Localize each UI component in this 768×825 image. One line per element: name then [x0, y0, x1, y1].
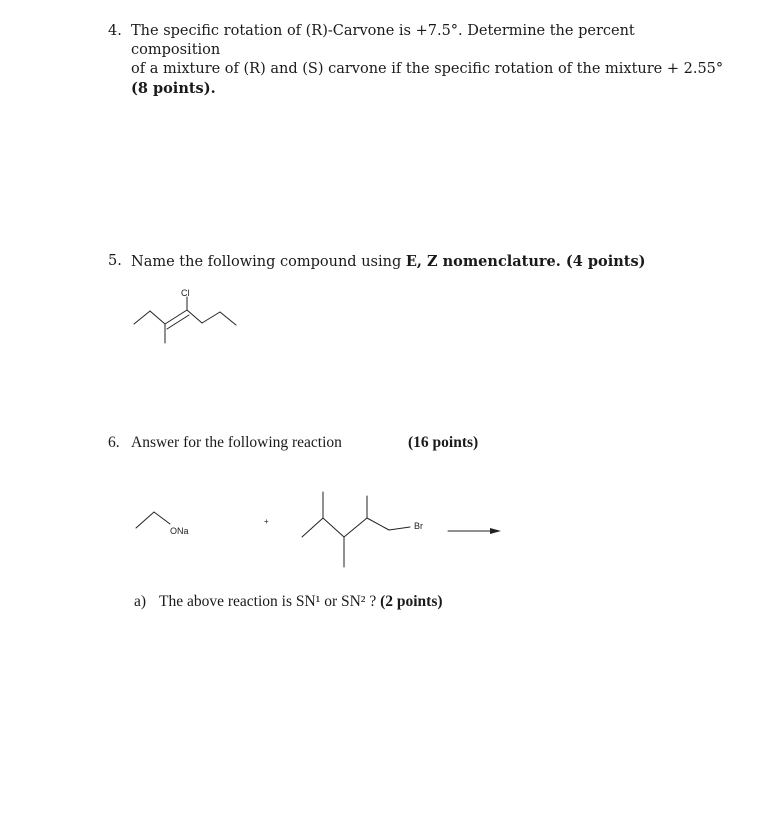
q5-bond-2	[150, 311, 165, 324]
question-6	[108, 433, 728, 452]
question-4-points: (8 points).	[131, 80, 216, 97]
plus-sign: +	[264, 517, 269, 526]
q5-structure	[130, 288, 240, 358]
substrate-bond-5	[344, 518, 367, 537]
question-4-number: 4.	[108, 23, 122, 39]
q5-double-bond-b	[167, 315, 189, 329]
question-6-points: (16 points)	[408, 434, 479, 451]
question-4-line-1: The specific rotation of (R)-Carvone is +7.5°. Determine the percent composition	[131, 23, 635, 58]
question-6a-text: The above reaction is SN¹ or SN² ?	[159, 593, 377, 610]
question-6-number: 6.	[108, 434, 120, 451]
substrate-bond-1	[302, 518, 323, 537]
substrate-bond-7	[367, 518, 389, 530]
reagent-bond-1	[136, 512, 154, 528]
question-4-line-2: of a mixture of (R) and (S) carvone if the specific rotation of the mixture + 2.55°	[131, 61, 724, 77]
question-6a-points: (2 points)	[380, 593, 443, 610]
substrate-bond-8	[389, 527, 410, 530]
question-6a-number: a)	[134, 593, 147, 610]
q5-bond-1	[134, 311, 150, 324]
q5-bond-5	[220, 312, 236, 325]
question-5	[108, 252, 728, 272]
reagent-bond-2	[154, 512, 170, 524]
q5-bond-4	[202, 312, 220, 323]
q5-double-bond-a	[165, 310, 187, 324]
q5-bond-3	[187, 310, 202, 323]
question-5-bold-text: E, Z nomenclature. (4 points)	[405, 253, 646, 270]
question-5-text: Name the following compound using	[131, 254, 406, 270]
question-4	[108, 22, 728, 98]
q5-cl-label: Cl	[181, 288, 190, 298]
reaction-arrow-head	[490, 528, 501, 534]
q6-reaction	[130, 488, 510, 578]
substrate-br-label: Br	[414, 521, 423, 531]
question-5-number: 5.	[108, 253, 122, 269]
question-6a	[134, 592, 443, 611]
reagent-ona-label: ONa	[170, 526, 189, 536]
substrate-bond-3	[323, 518, 344, 537]
question-6-text: Answer for the following reaction	[131, 434, 342, 451]
